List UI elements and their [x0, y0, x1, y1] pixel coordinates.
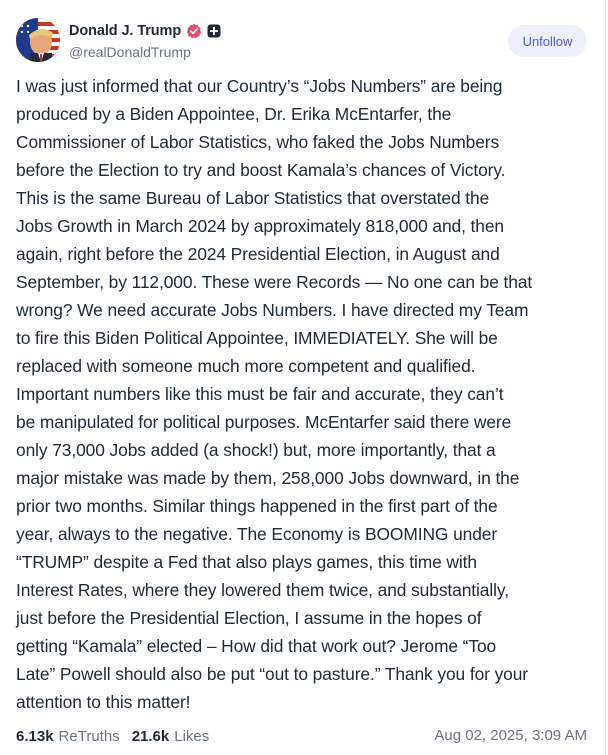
post-footer — [16, 725, 587, 747]
likes-stat[interactable] — [132, 728, 210, 745]
author-handle[interactable]: @realDonaldTrump — [69, 44, 191, 60]
verified-badge-icon — [186, 23, 202, 39]
post-text: I was just informed that our Country’s “Jobs Numbers” are being produced by a Biden Appointee, Dr. Erika McEntarfer, the Commissioner of Labor Statistics, who faked the Jobs Numbers before the Election to try and boost Kamala’s chances of Victory. This is the same Bureau of Labor Statistics that overstated the Jobs Growth in March 2024 by approximately 818,000 and, then again, right before the 2024 Presidential Election, in August and September, by 112,000. These were Records — No one can be that wrong? We need accurate Jobs Numbers. I have directed my Team to fire this Biden Political Appointee, IMMEDIATELY. She will be replaced with someone much more competent and qualified. Important numbers like this must be fair and accurate, they can’t be manipulated for political purposes. McEntarfer said there were only 73,000 Jobs added (a shock!) but, more importantly, that a major mistake was made by them, 258,000 Jobs downward, in the prior two months. Similar things happened in the first part of the year, always to the negative. The Economy is BOOMING under “TRUMP” despite a Fed that also plays games, this time with Interest Rates, where they lowered them twice, and substantially, just before the Presidential Election, I assume in the hopes of getting “Kamala” elected – How did that work out? Jerome “Too Late” Powell should also be put “out to pasture.” Thank you for your attention to this matter! — [16, 76, 533, 712]
likes-count: 21.6k — [131, 727, 170, 745]
post-timestamp[interactable]: Aug 02, 2025, 3:09 AM — [434, 727, 587, 744]
avatar[interactable] — [16, 18, 60, 62]
retruths-count: 6.13k — [16, 727, 54, 745]
retruths-stat[interactable] — [16, 728, 120, 745]
unfollow-button[interactable]: Unfollow — [508, 25, 587, 57]
plus-badge-icon — [207, 24, 221, 38]
author-display-name[interactable]: Donald J. Trump — [69, 23, 182, 39]
likes-label: Likes — [174, 727, 210, 745]
author-info — [69, 22, 221, 60]
avatar-image — [16, 18, 60, 62]
post-header — [16, 18, 587, 64]
retruths-label: ReTruths — [58, 727, 120, 745]
author-name-row — [69, 22, 221, 40]
